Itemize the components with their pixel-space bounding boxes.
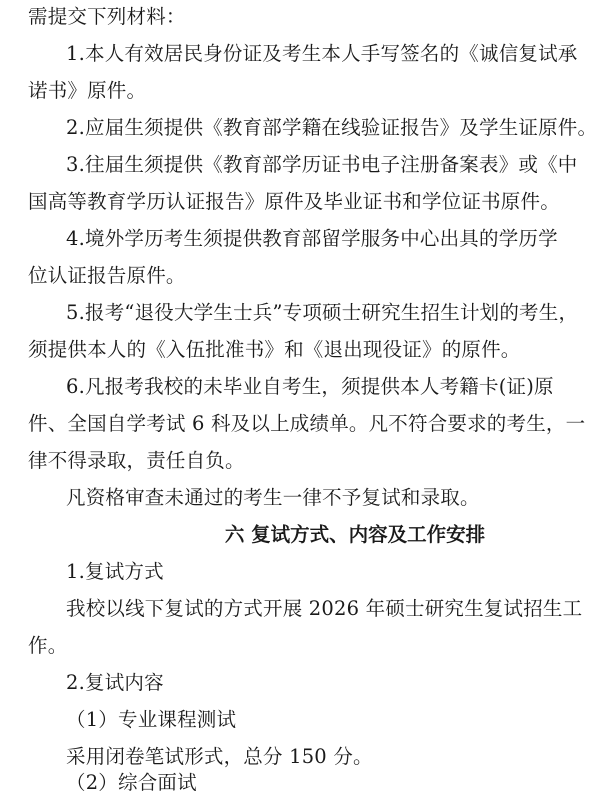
sub1-body-line-2: 作。 — [28, 634, 68, 657]
intro-text: 需提交下列材料： — [28, 5, 186, 28]
material-5-line-1: 5.报考“退役大学生士兵”专项硕士研究生招生计划的考生， — [66, 301, 579, 324]
material-1-line-2: 诺书》原件。 — [28, 79, 147, 102]
sub2-title: 2.复试内容 — [66, 671, 164, 694]
sub2-item2-title: （2）综合面试 — [66, 771, 197, 794]
material-3-line-1: 3.往届生须提供《教育部学历证书电子注册备案表》或《中 — [66, 153, 578, 176]
sub1-title: 1.复试方式 — [66, 560, 164, 583]
material-6-line-2: 件、全国自学考试 6 科及以上成绩单。凡不符合要求的考生，一 — [28, 412, 586, 435]
material-6-line-3: 律不得录取，责任自负。 — [28, 449, 245, 472]
material-6-line-1: 6.凡报考我校的未毕业自考生，须提供本人考籍卡(证)原 — [66, 375, 554, 398]
material-2-line-1: 2.应届生须提供《教育部学籍在线验证报告》及学生证原件。 — [66, 116, 598, 139]
material-4-line-2: 位认证报告原件。 — [28, 264, 186, 287]
material-1-line-1: 1.本人有效居民身份证及考生本人手写签名的《诚信复试承 — [66, 42, 578, 65]
material-5-line-2: 须提供本人的《入伍批准书》和《退出现役证》的原件。 — [28, 338, 521, 361]
sub1-body-line-1: 我校以线下复试的方式开展 2026 年硕士研究生复试招生工 — [66, 597, 583, 620]
material-3-line-2: 国高等教育学历认证报告》原件及毕业证书和学位证书原件。 — [28, 190, 560, 213]
note-text: 凡资格审查未通过的考生一律不予复试和录取。 — [66, 486, 480, 509]
sub2-item1-title: （1）专业课程测试 — [66, 708, 237, 731]
sub2-item1-body: 采用闭卷笔试形式，总分 150 分。 — [66, 745, 373, 768]
material-4-line-1: 4.境外学历考生须提供教育部留学服务中心出具的学历学 — [66, 227, 558, 250]
section-heading: 六 复试方式、内容及工作安排 — [224, 523, 486, 546]
